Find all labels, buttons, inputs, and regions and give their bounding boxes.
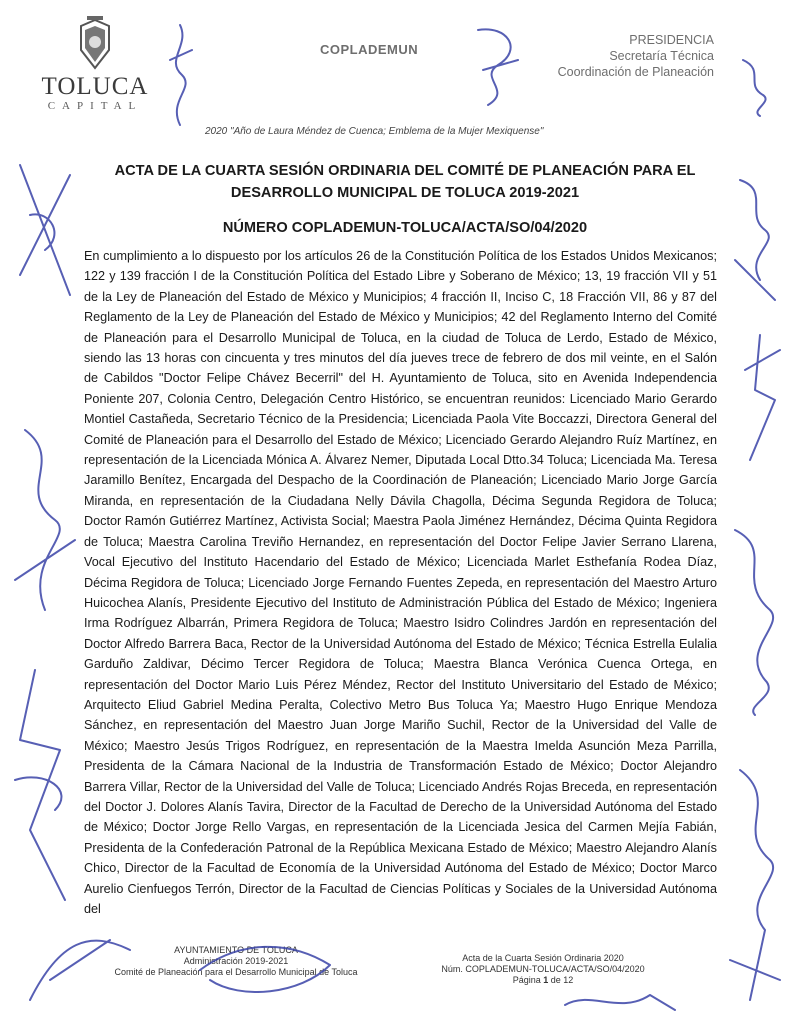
- signature-top-left: [160, 20, 200, 130]
- footer-right-line: Acta de la Cuarta Sesión Ordinaria 2020: [462, 953, 624, 963]
- footer-right-line: Núm. COPLADEMUN-TOLUCA/ACTA/SO/04/2020: [441, 964, 645, 974]
- year-motto: 2020 "Año de Laura Méndez de Cuenca; Emblema de la Mujer Mexiquense": [205, 126, 544, 137]
- page-of-word: de: [550, 975, 561, 985]
- signature-right-middle: [735, 330, 785, 470]
- signature-left-upper: [10, 155, 80, 305]
- logo-subtitle: CAPITAL: [47, 100, 143, 112]
- signature-right-lower: [725, 520, 785, 720]
- document-body: En cumplimiento a lo dispuesto por los artículos 26 de la Constitución Política de los Estados Unidos Mexicanos; 122 y 139 fracción I de la Constitución Política del Estado Libre y Soberano de México; 13, 19 fracción VII y 51 de la Ley de Planeación del Estado de México y Municipios; 4 fracción II, Inciso C, 18 Fracción VII, 86 y 87 del Reglamento de la Ley de Planeación del Estado de México y Municipios; 42 del Reglamento Interno del Comité de Planeación para el Desarrollo Municipal de Toluca, en la ciudad de Toluca de Lerdo, Estado de México, siendo las 13 horas con cincuenta y tres minutos del día jueves trece de febrero de dos mil veinte, en el Salón de Cabildos "Doctor Felipe Chávez Becerril" del H. Ayuntamiento de Toluca, sito en Avenida Independencia Poniente 207, Colonia Centro, Delegación Centro Histórico, se encuentran reunidos: Licenciado Mario Gerardo Montiel Castañeda, Secretario Técnico de la Presidencia; Licenciada Paola Vite Boccazzi, Directora General del Comité de Planeación para el Desarrollo del Estado de México; Licenciado Gerardo Alejandro Ruíz Martínez, en representación de la Licenciada Mónica A. Álvarez Nemer, Diputada Local Dtto.34 Toluca; Licenciada Ma. Teresa Jaramillo Benítez, Encargada del Despacho de la Coordinación de Planeación; Licenciado Mario Jorge García Miranda, en representación de la Ciudadana Nelly Dávila Chagolla, Décima Segunda Regidora de Toluca; Doctor Ramón Gutiérrez Martínez, Activista Social; Maestra Paola Jiménez Hernández, Décima Quinta Regidora de Toluca; Maestra Carolina Treviño Hernandez, en representación del Doctor Felipe Javier Serrano Llarena, Vocal Ejecutivo del Instituto Hacendario del Estado de México; Licenciada Marlet Esthefanía Rodea Díaz, Décima Regidora de Toluca; Licenciado Jorge Fernando Fuentes Zepeda, en representación del Maestro Arturo Huicochea Alanís, Presidente Ejecutivo del Instituto de Administración Pública del Estado de México; Ingeniera Irma Rodríguez Albarrán, Primera Regidora de Toluca; Maestro Isidro Colindres Jardón en representación del Doctor Alfredo Barrera Baca, Rector de la Universidad Autónoma del Estado de México; Técnica Estrella Eulalia Garduño Zaldivar, Décimo Tercer Regidora de Toluca; Maestra Blanca Verónica Cuenca Ortega, en representación del Doctor Mario Luis Pérez Méndez, Rector del Instituto Universitario del Estado de México; Arquitecto Eliud Gabriel Medina Peralta, Colectivo Metro Bus Toluca Ya; Maestro Hugo Enrique Mendoza Sánchez, en representación del Maestro Juan Jorge Mariño Suchil, Rector de la Universidad del Valle de México; Maestro Jesús Trigos Rodríguez, en representación de la Maestra Imelda Asunción Meza Parrilla, Presidenta de la Cámara Nacional de la Industria de Transformación Estado de México; Doctor Alejandro Barrera Villar, Rector de la Universidad del Valle de Toluca; Licenciado Andrés Rojas Breceda, en representación del Doctor J. Dolores Alanís Tavira, Director de la Facultad de Derecho de la Universidad Autónoma del Estado de México; Doctor Jorge Rello Vargas, en representación de la Licenciada Jesica del Carmen Mejía Fabián, Presidenta de la Confederación Patronal de la República Mexicana Estado de México; Maestro Alejandro Alanís Chico, Director de la Facultad de Economía de la Universidad Autónoma del Estado de México; Doctor Marco Aurelio Cienfuegos Terrón, Director de la Facultad de Ciencias Políticas y Sociales de la Universidad Autónoma del: [84, 249, 717, 916]
- document-number: NÚMERO COPLADEMUN-TOLUCA/ACTA/SO/04/2020: [222, 220, 588, 236]
- page-total: 12: [563, 975, 574, 985]
- signature-left-lower: [5, 660, 85, 910]
- page-word: Página: [512, 975, 541, 985]
- signature-bottom-left: [20, 920, 140, 1010]
- signature-bottom-center: [190, 935, 340, 1005]
- footer-left-line: Comité de Planeación para el Desarrollo Municipal de Toluca: [114, 967, 358, 977]
- logo-name: TOLUCA: [41, 73, 149, 100]
- header-right-line: PRESIDENCIA: [629, 33, 714, 47]
- page-number: 1: [543, 975, 549, 985]
- header-right-line: Coordinación de Planeación: [557, 65, 714, 79]
- footer-left-line: AYUNTAMIENTO DE TOLUCA: [174, 945, 298, 955]
- signature-bottom-right: [560, 985, 680, 1020]
- signature-right-bottom: [720, 760, 790, 1010]
- footer-left-line: Administración 2019-2021: [183, 956, 289, 966]
- document-title: ACTA DE LA CUARTA SESIÓN ORDINARIA DEL COMITÉ DE PLANEACIÓN PARA EL DESARROLLO MUNICIPAL DE TOLUCA 2019-2021: [114, 163, 696, 201]
- header-center-title: COPLADEMUN: [320, 42, 419, 57]
- signature-left-middle: [5, 420, 85, 620]
- crest-icon: [73, 16, 117, 72]
- signature-right-upper: [725, 170, 785, 310]
- header-right-line: Secretaría Técnica: [609, 49, 714, 63]
- signature-top-right: [735, 50, 775, 120]
- toluca-logo: [40, 16, 150, 112]
- signature-top-middle: [468, 20, 528, 110]
- header-right-block: [558, 32, 714, 80]
- footer-right: [418, 953, 668, 986]
